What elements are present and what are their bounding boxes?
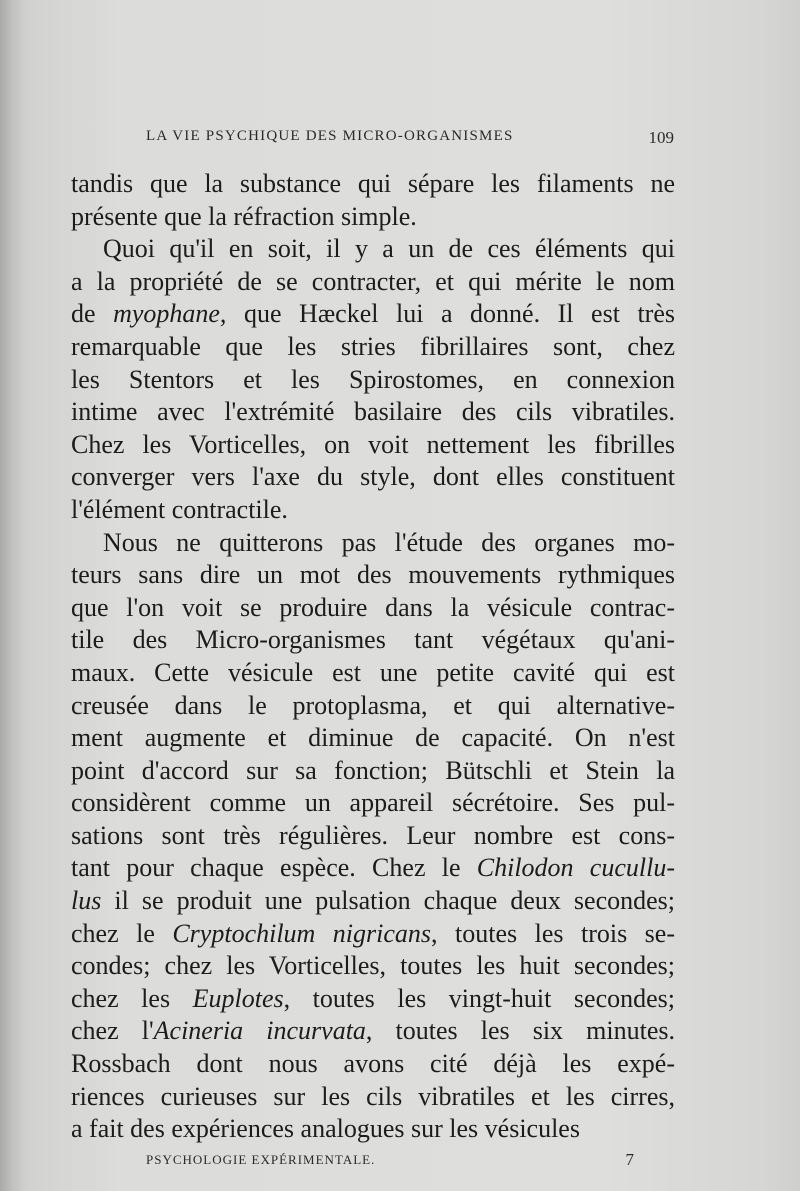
text-line: tant pour chaque espèce. Chez le Chilodon cucullu- <box>71 853 675 883</box>
page-number: 109 <box>648 128 674 147</box>
signature-title: PSYCHOLOGIE EXPÉRIMENTALE. <box>146 1152 376 1167</box>
text-line: Chez les Vorticelles, on voit nettement les fibrilles <box>71 429 675 459</box>
text-line: chez l'Acineria incurvata, toutes les six minutes. <box>71 1016 675 1046</box>
text-line: remarquable que les stries fibrillaires sont, chez <box>71 331 675 361</box>
text-line: présente que la réfraction simple. <box>71 201 417 231</box>
text-line: de myophane, que Hæckel lui a donné. Il est très <box>71 299 675 329</box>
text-line: considèrent comme un appareil sécrétoire. Ses pul- <box>71 788 675 818</box>
italic-term: lus <box>71 886 102 916</box>
italic-term: Chilodon cucullu- <box>476 853 675 883</box>
text-line: les Stentors et les Spirostomes, en connexion <box>71 364 675 394</box>
text-line: ment augmente et diminue de capacité. On n'est <box>71 723 675 753</box>
text-line: Quoi qu'il en soit, il y a un de ces éléments qui <box>103 234 675 264</box>
text-line: intime avec l'extrémité basilaire des cils vibratiles. <box>71 397 675 427</box>
running-title: LA VIE PSYCHIQUE DES MICRO-ORGANISMES <box>146 128 514 144</box>
text-line: riences curieuses sur les cils vibratiles et les cirres, <box>71 1081 675 1111</box>
text-line: Rossbach dont nous avons cité déjà les expé- <box>71 1049 675 1079</box>
text-line: l'élément contractile. <box>71 494 288 524</box>
text-line: creusée dans le protoplasma, et qui alternative- <box>71 690 675 720</box>
page-gutter-shadow <box>0 0 22 1191</box>
signature-number: 7 <box>625 1150 634 1169</box>
text-line: teurs sans dire un mot des mouvements rythmiques <box>71 560 675 590</box>
italic-term: Acineria incurvata <box>153 1016 366 1046</box>
italic-term: Euplotes <box>192 983 284 1013</box>
text-line: sations sont très régulières. Leur nombre est cons- <box>71 820 675 850</box>
text-line: que l'on voit se produire dans la vésicule contrac- <box>71 592 675 622</box>
body-text <box>71 168 675 1146</box>
text-line: a la propriété de se contracter, et qui mérite le nom <box>71 266 675 296</box>
text-line: tile des Micro-organismes tant végétaux qu'ani- <box>71 625 675 655</box>
text-line: converger vers l'axe du style, dont elles constituent <box>71 462 675 492</box>
text-line: maux. Cette vésicule est une petite cavité qui est <box>71 657 675 687</box>
text-line: a fait des expériences analogues sur les vésicules <box>71 1114 580 1144</box>
text-line: chez le Cryptochilum nigricans, toutes les trois se- <box>71 918 675 948</box>
italic-term: Cryptochilum nigricans <box>172 918 432 948</box>
text-line: lus il se produit une pulsation chaque deux secondes; <box>71 886 675 916</box>
text-line: Nous ne quitterons pas l'étude des organes mo- <box>103 527 675 557</box>
text-line: tandis que la substance qui sépare les filaments ne <box>71 169 675 198</box>
text-line: condes; chez les Vorticelles, toutes les huit secondes; <box>71 951 675 981</box>
text-line: chez les Euplotes, toutes les vingt-huit secondes; <box>71 983 675 1013</box>
text-line: point d'accord sur sa fonction; Bütschli et Stein la <box>71 755 675 785</box>
italic-term: myophane, <box>113 299 227 329</box>
